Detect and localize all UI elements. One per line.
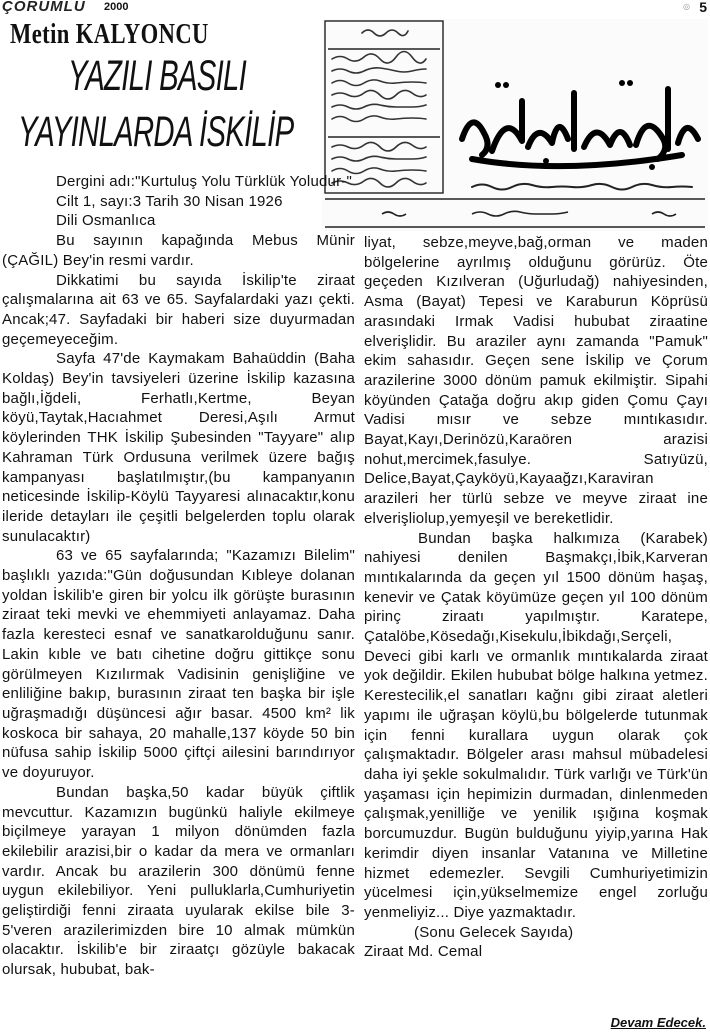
paragraph: Dikkatimi bu sayıda İskilip'te ziraat çalışmalarına ait 63 ve 65. Sayfalardaki yazı çekti. Ancak;47. Sayfadaki bir haberi size duyurmadan geçemeyeceğim. [2,271,355,348]
header-year: 2000 [104,1,129,13]
page-number: 5 [699,0,707,15]
sequel-note: (Sonu Gelecek Sayıda) [414,923,574,941]
article-title-line1: YAZILI BASILI [68,52,247,100]
paragraph: liyat, sebze,meyve,bağ,orman ve maden bölgelerine ayrılmış olduğunu görürüz. Öte geçeden Kızılveran (Uğurludağ) nahiyesinden, Asma (Bayat) Tepesi ve Karaburun Köprüsü arasındaki Irmak Vadisi hububat ziraatine elverişlidir. Bu araziler aynı zamanda "Pamuk" ekim sahasıdır. Geçen sene İskilip ve Çorum arazilerine 3000 dönüm pamuk ekilmiştir. Sipahi köyünden Çatağa doğru akıp giden Çomu Çayı Vadisi mısır ve sebze mıntıkasıdır. Bayat,Kayı,Derinözü,Karaören arazisi nohut,mercimek,fasulye. Satıyüzü, Delice,Bayat,Çayköyü,Kayaağzı,Karaviran arazileri her türlü sebze ve meyve ziraat ine elverişliolup,yemyeşil ve bereketlidir. [364,234,708,527]
paragraph: Dili Osmanlıca [56,212,156,230]
paragraph: Dergini adı:"Kurtuluş Yolu Türklük Yoludur-" [56,173,353,190]
paragraph: Sayfa 47'de Kaymakam Bahaüddin (Baha Koldaş) Bey'in tavsiyeleri üzerine İskilip kazasına bağlı,İğdeli, Ferhatlı,Kertme, Beyan köyü,Taytak,Hacıahmet Deresi,Aşılı Armut köylerinden THK İskilip Şubesinden "Tayyare" alıp Kahraman Türk Ordusuna verilmek üzere bağış kampanyası başlatılmıştır,(bu kampanyanın neticesinde İskilip-Köylü Tayyaresi alınacaktır,konu ileride detayları ile çeşitli belgelerden toplu olarak sunulacaktır) [2,350,355,545]
signature: Ziraat Md. Cemal [364,943,483,961]
registration-mark-icon: ◎ [683,2,690,11]
right-column [364,233,708,962]
author-name: Metin KALYONCU [10,18,209,50]
article-title-line2: YAYINLARDA İSKİLİP [18,108,294,156]
paragraph: Cilt 1, sayı:3 Tarih 30 Nisan 1926 [56,192,283,210]
paragraph: Bundan başka halkımıza (Karabek) nahiyesi denilen Başmakçı,İbik,Karveran mıntıkalarında da geçen yıl 1500 dönüm haşaş, kenevir ve Çatak köyümüze geçen yıl 100 dönüm pirinç ziraatı yapılmıştır. Karatepe, Çatalöbe,Kösedağı,Kisekulu,İbikdağı,Serçeli, Deveci gibi karlı ve ormanlık mıntıkalarda ziraat yok değildir. Ekilen hububat bölge halkına yetmez. Kerestecilik,el sanatları kağnı gibi ziraat aletleri yapımı ile uğraşan köylü,bu bölgelerde tutunmak için fenni kurallara uygun olarak çok çalışmaktadır. Bölgeler arası mahsul mübadelesi daha iyi şekle sokulmalıdır. Türk varlığı ve Türk'ün yaşaması için hepimizin durmadan, dinlenmeden çalışmak,yenilliğe ve yenilik ışığına koşmak borcumuzdur. Bugün bulduğunu yiyip,yarına Hak kerimdir diyen insanlar Vatanına ve Milletine hizmet edemezler. Sevgili Cumhuriyetimizin yücelmesi için,yükselmemize engel zorluğu yenmeliyiz... Diye yazmaktadır. [364,529,708,921]
paragraph: Bu sayının kapağında Mebus Münir (ÇAĞIL) Bey'in resmi vardır. [2,232,355,269]
newspaper-logo: ÇORUMLU [2,0,86,15]
continued-note: Devam Edecek. [610,1015,706,1030]
left-column [2,172,355,980]
page-header [0,0,710,16]
journal-masthead-image [322,19,708,231]
paragraph: Bundan başka,50 kadar büyük çiftlik mevcuttur. Kazamızın bugünkü haliyle ekilmeye biçilmeye yarayan 1 milyon dönümden fazla ekilebilir arazisi,bir o kadar da mera ve ormanları vardır. Ancak bu arazilerin 300 dönümü fenne uygun ekilebiliyor. Yeni pulluklarla,Cumhuriyetin geliştirdiği fenni ziraata uyularak ekilse bile 3-5'veren arazilerimizden bire 10 almak mümkün olacaktır. İskilib'e bir ziraatçı gözüyle bakacak olursak, hububat, bak- [2,783,355,979]
paragraph: 63 ve 65 sayfalarında; "Kazamızı Bilelim" başlıklı yazıda:"Gün doğusundan Kıbleye dolanan yoldan İskilib'e giren bir yolcu ilk görüşte burasının ziraat teki mevki ve ehemmiyeti anlayamaz. Daha fazla keresteci esnaf ve sanatkarolduğunu sanır. Lakin kıble ve batı cihetine doğru gittikçe sonu görülmeyen Kızılırmak Vadisinin genişliğine ve enliliğine bakıp, burasının ziraat ten başka bir işle uğraşmadığı düşüncesi ağır basar. 4500 km² lik koskoca bir sahaya, 20 mahalle,137 köyde 50 bin nüfusa sahip İskilip 5000 çiftçi ailesini barındırıyor ve doyuruyor. [2,547,355,782]
